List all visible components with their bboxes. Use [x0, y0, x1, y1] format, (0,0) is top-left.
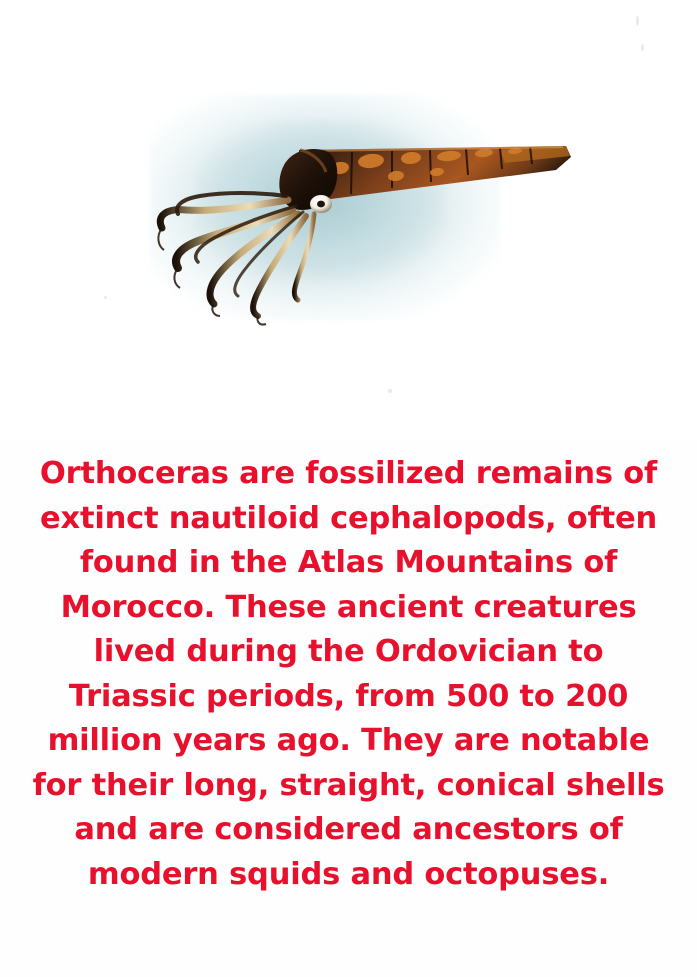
caption-text: [0, 452, 697, 897]
caption-line: Morocco. These ancient creatures: [60, 589, 637, 625]
caption-line: for their long, straight, conical shells: [32, 767, 665, 803]
caption-line: and are considered ancestors of: [74, 812, 623, 847]
caption-line: modern squids and octopuses.: [87, 856, 610, 892]
caption-line: Orthoceras are fossilized remains of: [39, 456, 658, 491]
caption-line: extinct nautiloid cephalopods, often: [39, 500, 658, 536]
caption-line: Triassic periods, from 500 to 200: [68, 678, 629, 714]
caption-line: found in the Atlas Mountains of: [79, 545, 618, 580]
caption-line: lived during the Ordovician to: [93, 634, 604, 669]
tentacle-group: [160, 193, 314, 316]
caption-line: million years ago. They are notable: [47, 723, 650, 758]
illustration-panel: [0, 0, 697, 440]
orthoceras-illustration: [0, 0, 697, 440]
eye-pupil: [317, 201, 325, 208]
